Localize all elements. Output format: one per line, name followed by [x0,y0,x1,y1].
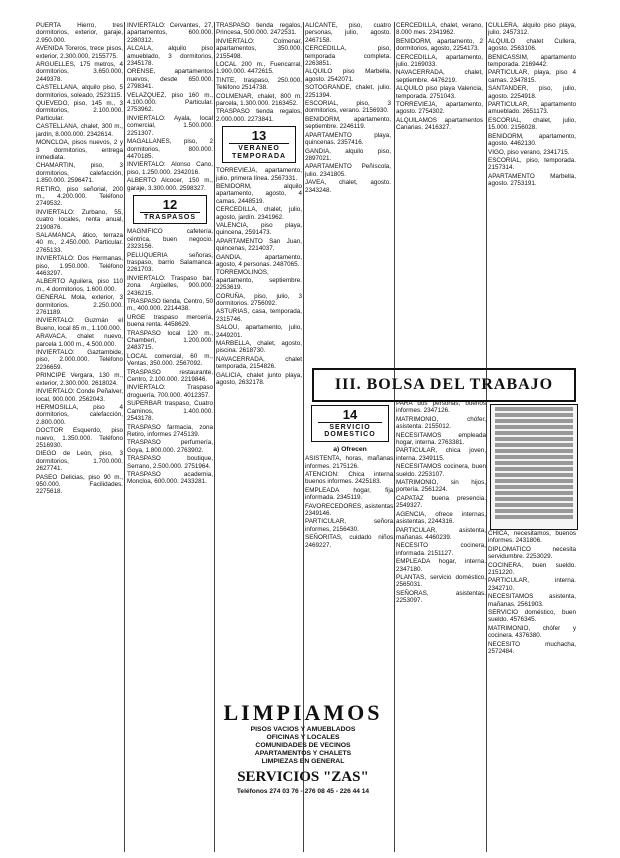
classified-ad: CASTELLANA, alquilo piso, 5 dormitorios, soleado, 2523115. [36,84,123,99]
classified-ad: DOCTOR Esquerdo, piso nuevo, 1.350.000. Teléfono 2516930. [36,427,123,449]
classified-ad: DIEGO de León, piso, 3 dormitorios, 1.700.000. 2627741. [36,450,123,473]
classified-ad: INVIERTALO: Traspaso droguería, 700.000. 4012357. [127,384,213,399]
classified-ad: INVIERTALO: Ayala, local comercial, 1.500.000. 2251307. [127,114,213,137]
classified-ad: INVIERTALO: Gaztambide, piso, 2.000.000. Teléfono 2236659. [36,349,123,371]
classified-ad: CORUÑA, piso, julio, 3 dormitorios. 2756092. [216,292,302,307]
classified-ad: NAVACERRADA, chalet, septiembre. 4476219. [396,69,483,84]
text-line [495,437,573,441]
classified-ad: FAVORECEDORES, asistentas. 2349146. [305,502,395,518]
classified-ad: ASTURIAS, casa, temporada, 2315746. [216,308,302,323]
column-2 [127,22,213,854]
classified-ad: ESCORIAL, piso, 3 dormitorios, verano. 2156930. [305,100,391,115]
classified-ad: QUEVEDO, piso, 145 m., 3 dormitorios, 2.100.000. Particular. [36,100,123,122]
text-line [495,449,573,453]
column-divider [214,22,215,852]
text-line [495,431,573,435]
classified-ad: SEÑORAS, asistentas. 2253097. [396,589,486,605]
classified-ad: CERCEDILLA, chalet, julio, agosto, jardín. 2341962. [216,206,302,221]
section-number: 13 [251,128,267,144]
classified-ad: ALQUILO piso Marbella, agosto. 2542071. [305,68,391,83]
photo-ad-box [490,404,578,530]
classified-ad: GANDIA, alquilo piso, 2897021. [305,147,391,162]
classified-ad: MATRIMONIO, chófer y cocinera. 4376380. [488,624,576,640]
classified-ad: TRASPASO academia, Moncloa, 600.000. 2433281. [127,470,213,486]
classified-ad: BENIDORM, apartamento, agosto. 4462130. [488,132,576,148]
column-4 [305,22,391,292]
classified-ad: ASISTENTA, horas, mañanas, informes. 2175126. [305,455,395,470]
classified-ad: HERMOSILLA, piso 4 dormitorios, calefacción, 2.800.000. [36,403,123,426]
classified-ad: ALBERTO Aguilera, piso 110 m., 4 dormitorios, 1.600.000. [36,278,123,293]
classified-ad: VIGO, piso verano, 2341715. [488,148,570,156]
classified-ad: CERCEDILLA, chalet, verano, 8.000 mes. 2341962. [396,22,483,37]
classified-ad: MATRIMONIO, sin hijos, portería. 2561224. [396,479,486,494]
classified-ad: TRASPASO perfumería, Goya, 1.800.000. 2763902. [127,439,213,454]
classified-ad: LOCAL comercial, 60 m., Ventas, 350.000. 2567092. [127,352,213,368]
classified-ad: SALAMANCA, ático, terraza 40 m., 2.450.000. Particular. 2765133. [36,231,123,254]
classified-ad: TRASPASO tienda, Centro, 50 m., 400.000. 2214438. [127,298,213,313]
classified-ad: TRASPASO boutique, Serrano, 2.500.000. 2751964. [127,455,213,470]
classified-ad: INVIERTALO: Conde Peñalver, local, 900.000. 2562043. [36,388,123,403]
classified-ad: TRASPASO restaurante, Centro, 2.100.000. 2219846. [127,368,213,384]
classified-ad: APARTAMENTO Peñíscola, julio. 2341805. [305,163,391,178]
classified-ad: PARTICULAR, chica joven, interna. 2349115. [396,447,486,462]
ad-company: SERVICIOS "ZAS" [237,769,369,785]
text-line [495,425,573,429]
classified-ad: TORREVIEJA, apartamento, agosto. 2754302. [396,101,483,116]
classified-ad: NECESITO muchacha, 2572484. [488,640,576,656]
text-line [495,443,573,447]
classified-ad: NECESITO cocinera, informada. 2151127. [396,542,486,557]
classified-ad: SANTANDER, piso, julio, agosto. 2254918. [488,85,576,100]
text-line [495,497,573,501]
column-5 [396,22,483,292]
classified-ad: ALQUILO piso playa Valencia, temporada. 2751043. [396,85,483,100]
classified-ad: CAPATAZ buena presencia. 2549327. [396,494,486,510]
text-line [495,479,573,483]
text-line [495,455,573,459]
classified-ad: SEÑORITAS, cuidado niños, 2469227. [305,534,395,549]
ad-phones: Teléfonos 274 03 76 - 276 08 45 - 226 44 14 [236,788,370,795]
classified-ad: BENICASSIM, apartamento temporada. 2169442. [488,53,576,69]
classified-ad: SALOU, apartamento, julio, 2449201. [216,324,302,339]
classified-ad: CERCEDILLA, apartamento, julio. 2169033. [396,53,483,69]
classified-ad: MAGALLANES, piso, 2 dormitorios, 800.000. 4470185. [127,138,213,160]
classified-ad: MARBELLA, chalet, agosto, piscina. 2618730. [216,340,302,355]
classified-ad: SOTOGRANDE, chalet, julio. 2251394. [305,84,391,99]
classified-ad: BENIDORM, alquilo apartamento, agosto, 4 camas. 2448519. [216,182,302,205]
column-6-lower [488,530,576,820]
classified-ad: APARTAMENTO San Juan, quincenas, 2214037. [216,237,302,253]
classified-ad: NECESITAMOS asistenta, mañanas. 2561903. [488,593,576,608]
text-line [495,509,573,513]
section-label: TRASPASOS [140,212,200,221]
classified-ad: ATENCION: Chica interna, buenos informes. 2425183. [305,471,395,486]
classified-ad: INVIERTALO: Cervantes, 27, apartamentos, 600.000. 2280312. [127,22,213,44]
ad-line: COMUNIDADES DE VECINOS [255,742,351,749]
classified-ad: MATRIMONIO, chófer, asistenta. 2155012. [396,415,486,431]
limpiamos-display-ad [218,700,388,840]
column-4-lower [305,402,395,722]
classified-ad: INVIERTALO: Traspaso bar, zona Argüelles, 900.000. 2436215. [127,274,213,297]
classified-ad: COCINERA, buen sueldo. 2151220. [488,561,576,577]
classified-ad: CERCEDILLA, piso, temporada completa. 2263851. [305,45,391,68]
column-3 [216,22,302,694]
section-banner-bolsa-trabajo: III. BOLSA DEL TRABAJO [312,368,576,402]
classified-ad: TORREMOLINOS, apartamento, septiembre. 2253619. [216,269,302,292]
classified-ad: NECESITAMOS empleada hogar, interna. 2763381. [396,431,486,447]
subsection-heading: a) Ofrecen [333,445,367,453]
classified-ad: TRASPASO local 120 m., Chamberí, 1.200.000. 2483715. [127,329,213,352]
section-header-servicio-domestico [311,405,389,442]
classified-ad: PUERTA Hierro, tres dormitorios, exterior, garaje, 2.950.000. [36,22,123,44]
classified-ad: AVENIDA Toreros, trece pisos, exterior, 2.300.000, 2155775. [36,45,123,60]
classified-ad: PLANTAS, servicio doméstico, 2565031. [396,573,486,589]
column-1 [36,22,123,854]
section-number: 12 [162,196,178,212]
classified-ad: RETIRO, piso señorial, 200 m., 4.200.000. Teléfono 2749532. [36,185,123,208]
classified-ad: PARTICULAR, playa, piso 4 camas. 2347815. [488,69,576,84]
classified-ad: TINTE, traspaso, 250.000. Teléfono 2514738. [216,76,302,92]
classified-ad: BENIDORM, apartamento, septiembre. 2246119. [305,115,391,131]
classified-ad: ARAVACA, chalet nuevo, parcela 1.000 m., 4.500.000. [36,333,123,348]
classified-ad: INVIERTALO: Colmenar, apartamentos, 350.000. 2155498. [216,37,302,60]
classified-ad: DIPLOMATICO necesita servidumbre. 2253029. [488,545,576,561]
classified-ad: TRASPASO tienda regalos, Princesa, 500.000. 2472531. [216,22,302,37]
classified-ad: INVIERTALO: Alonso Cano, piso, 1.250.000. 2342016. [127,161,213,176]
classified-ad: CHICA, necesitamos, buenos informes. 2431806. [488,530,576,545]
classified-ad: BENIDORM, apartamento, 2 dormitorios, agosto, 2254173. [396,37,483,53]
text-line [495,407,573,411]
text-line [495,413,573,417]
classified-ad: PASEO Delicias, piso 90 m., 950.000. Facilidades. 2275618. [36,473,123,496]
classified-ad: COLMENAR, chalet, 800 m. parcela, 1.300.000. 2163452. [216,92,302,108]
classified-ad: PRINCIPE Vergara, 130 m., exterior, 2.300.000. 2618024. [36,372,123,387]
classified-ad: SERVICIO doméstico, buen sueldo. 4576345. [488,609,576,624]
classified-ad: ALCALA, alquilo piso amueblado, 3 dormitorios, 2345178. [127,45,213,68]
text-line [495,503,573,507]
classified-ad: ALQUILO chalet Cullera, agosto. 2563106. [488,37,576,53]
classified-ad: MAGNIFICO cafetería, céntrica, buen negocio. 2323156. [127,228,213,251]
classified-ad: PARTICULAR, asistenta, mañanas. 4460239. [396,526,486,541]
text-line [495,515,573,519]
classified-ad: PARTICULAR, apartamento amueblado. 2651173. [488,101,576,116]
classified-ad: ARGUELLES, 175 metros, 4 dormitorios, 3.650.000, 2449378. [36,61,123,83]
classified-ad: GENERAL Mola, exterior, 3 dormitorios, 2.250.000. 2761189. [36,294,123,317]
classified-ad: INVIERTALO: Guzmán el Bueno, local 85 m., 1.100.000. [36,317,123,332]
classified-ad: CULLERA, alquilo piso playa, julio. 2457312. [488,22,576,37]
classified-ad: MONCLOA, pisos nuevos, 2 y 3 dormitorios, entrega inmediata. [36,139,123,161]
classified-ad: GANDIA, apartamento, agosto, 4 personas. 2487065. [216,253,302,268]
classified-ad: APARTAMENTO playa, quincenas. 2357416. [305,131,391,147]
classified-ad: SUPERBAR traspaso, Cuatro Caminos, 1.400.000. 2543178. [127,400,213,423]
section-header-traspasos [133,195,207,224]
text-line [495,461,573,465]
section-number: 14 [342,407,358,422]
ad-line: OFICINAS Y LOCALES [266,734,340,741]
classified-ad: LOCAL 200 m., Fuencarral, 1.900.000. 4472615. [216,61,302,76]
column-divider [486,22,487,852]
classified-ad: PARA dos personas, buenos informes. 2347126. [396,400,486,415]
text-line [495,491,573,495]
classified-ad: AGENCIA, ofrece internas, asistentas, 2244316. [396,510,486,526]
classified-ad: NECESITAMOS cocinera, buen sueldo. 2253107. [396,463,486,478]
classified-ad: INVIERTALO: Zurbano, 55, cuatro locales, renta anual, 2190876. [36,208,123,231]
classified-ad: PARTICULAR, interna. 2342710. [488,577,576,592]
section-header-veraneo [222,126,296,163]
section-label: SERVICIO DOMESTICO [318,422,382,439]
classified-ad: CASTELLANA, chalet, 300 m., jardín, 8.000.000. 2342614. [36,123,123,138]
ad-line: APARTAMENTOS Y CHALETS [254,750,352,757]
section-label: VERANEO TEMPORADA [229,143,289,160]
classified-ad: JAVEA, chalet, agosto. 2343248. [305,179,391,194]
classified-ad: EMPLEADA hogar, interna. 2347180. [396,558,486,573]
classified-ad: ESCORIAL, chalet, julio, 15.000. 2156028. [488,116,576,132]
column-5-lower [396,400,486,820]
ad-line: PISOS VACIOS Y AMUEBLADOS [250,726,356,733]
classified-ad: NAVACERRADA, chalet temporada, 2154826. [216,355,302,371]
classified-ad: INVIERTALO: Dos Hermanas, piso, 1.950.000. Teléfono 4463297. [36,255,123,277]
classified-ad: PELUQUERIA señoras, traspaso, barrio Salamanca. 2261703. [127,251,213,274]
classified-ad: URGE traspaso mercería, buena renta. 4458629. [127,313,213,329]
classified-ad: APARTAMENTO Marbella, agosto. 2753191. [488,172,576,188]
classified-ad: TRASPASO farmacia, zona Retiro, informes 2745139. [127,423,213,438]
ad-line: LIMPIEZAS EN GENERAL [261,758,345,765]
classified-ad: ESCORIAL, piso, temporada. 2157314. [488,156,576,172]
classified-ad: EMPLEADA hogar, fija, informada. 2345119. [305,486,395,502]
classified-ad: CHAMARTIN, piso, 3 dormitorios, calefacción, 1.850.000. 2596471. [36,162,123,185]
column-6 [488,22,576,382]
classified-ad: ALQUILAMOS apartamentos Canarias. 2416327. [396,116,483,132]
ad-title: LIMPIAMOS [223,700,383,725]
text-line [495,419,573,423]
text-line [495,485,573,489]
classified-ad: ORENSE, apartamentos nuevos, desde 650.000. 2798341. [127,68,213,91]
classified-ad: VALENCIA, piso playa, quincena, 2591473. [216,221,302,237]
column-divider [124,22,125,852]
classified-ad: TRASPASO tienda regalos, 2.000.000. 2273841. [216,108,302,123]
classified-ad: PARTICULAR, señora, informes, 2156430. [305,518,395,533]
classified-ad: GALICIA, chalet junto playa, agosto, 2632178. [216,371,302,387]
classified-ad: ALICANTE, piso, cuatro personas, julio, agosto. 2467158. [305,22,391,44]
classified-ad: ALBERTO Alcocer, 150 m., garaje, 3.300.000. 2598327. [127,177,213,192]
classified-ad: VELAZQUEZ, piso 160 m., 4.100.000. Particular. 2753962. [127,91,213,114]
text-line [495,467,573,471]
classified-ad: TORREVIEJA, apartamento, julio, primera línea. 2567331. [216,167,302,182]
text-line [495,473,573,477]
